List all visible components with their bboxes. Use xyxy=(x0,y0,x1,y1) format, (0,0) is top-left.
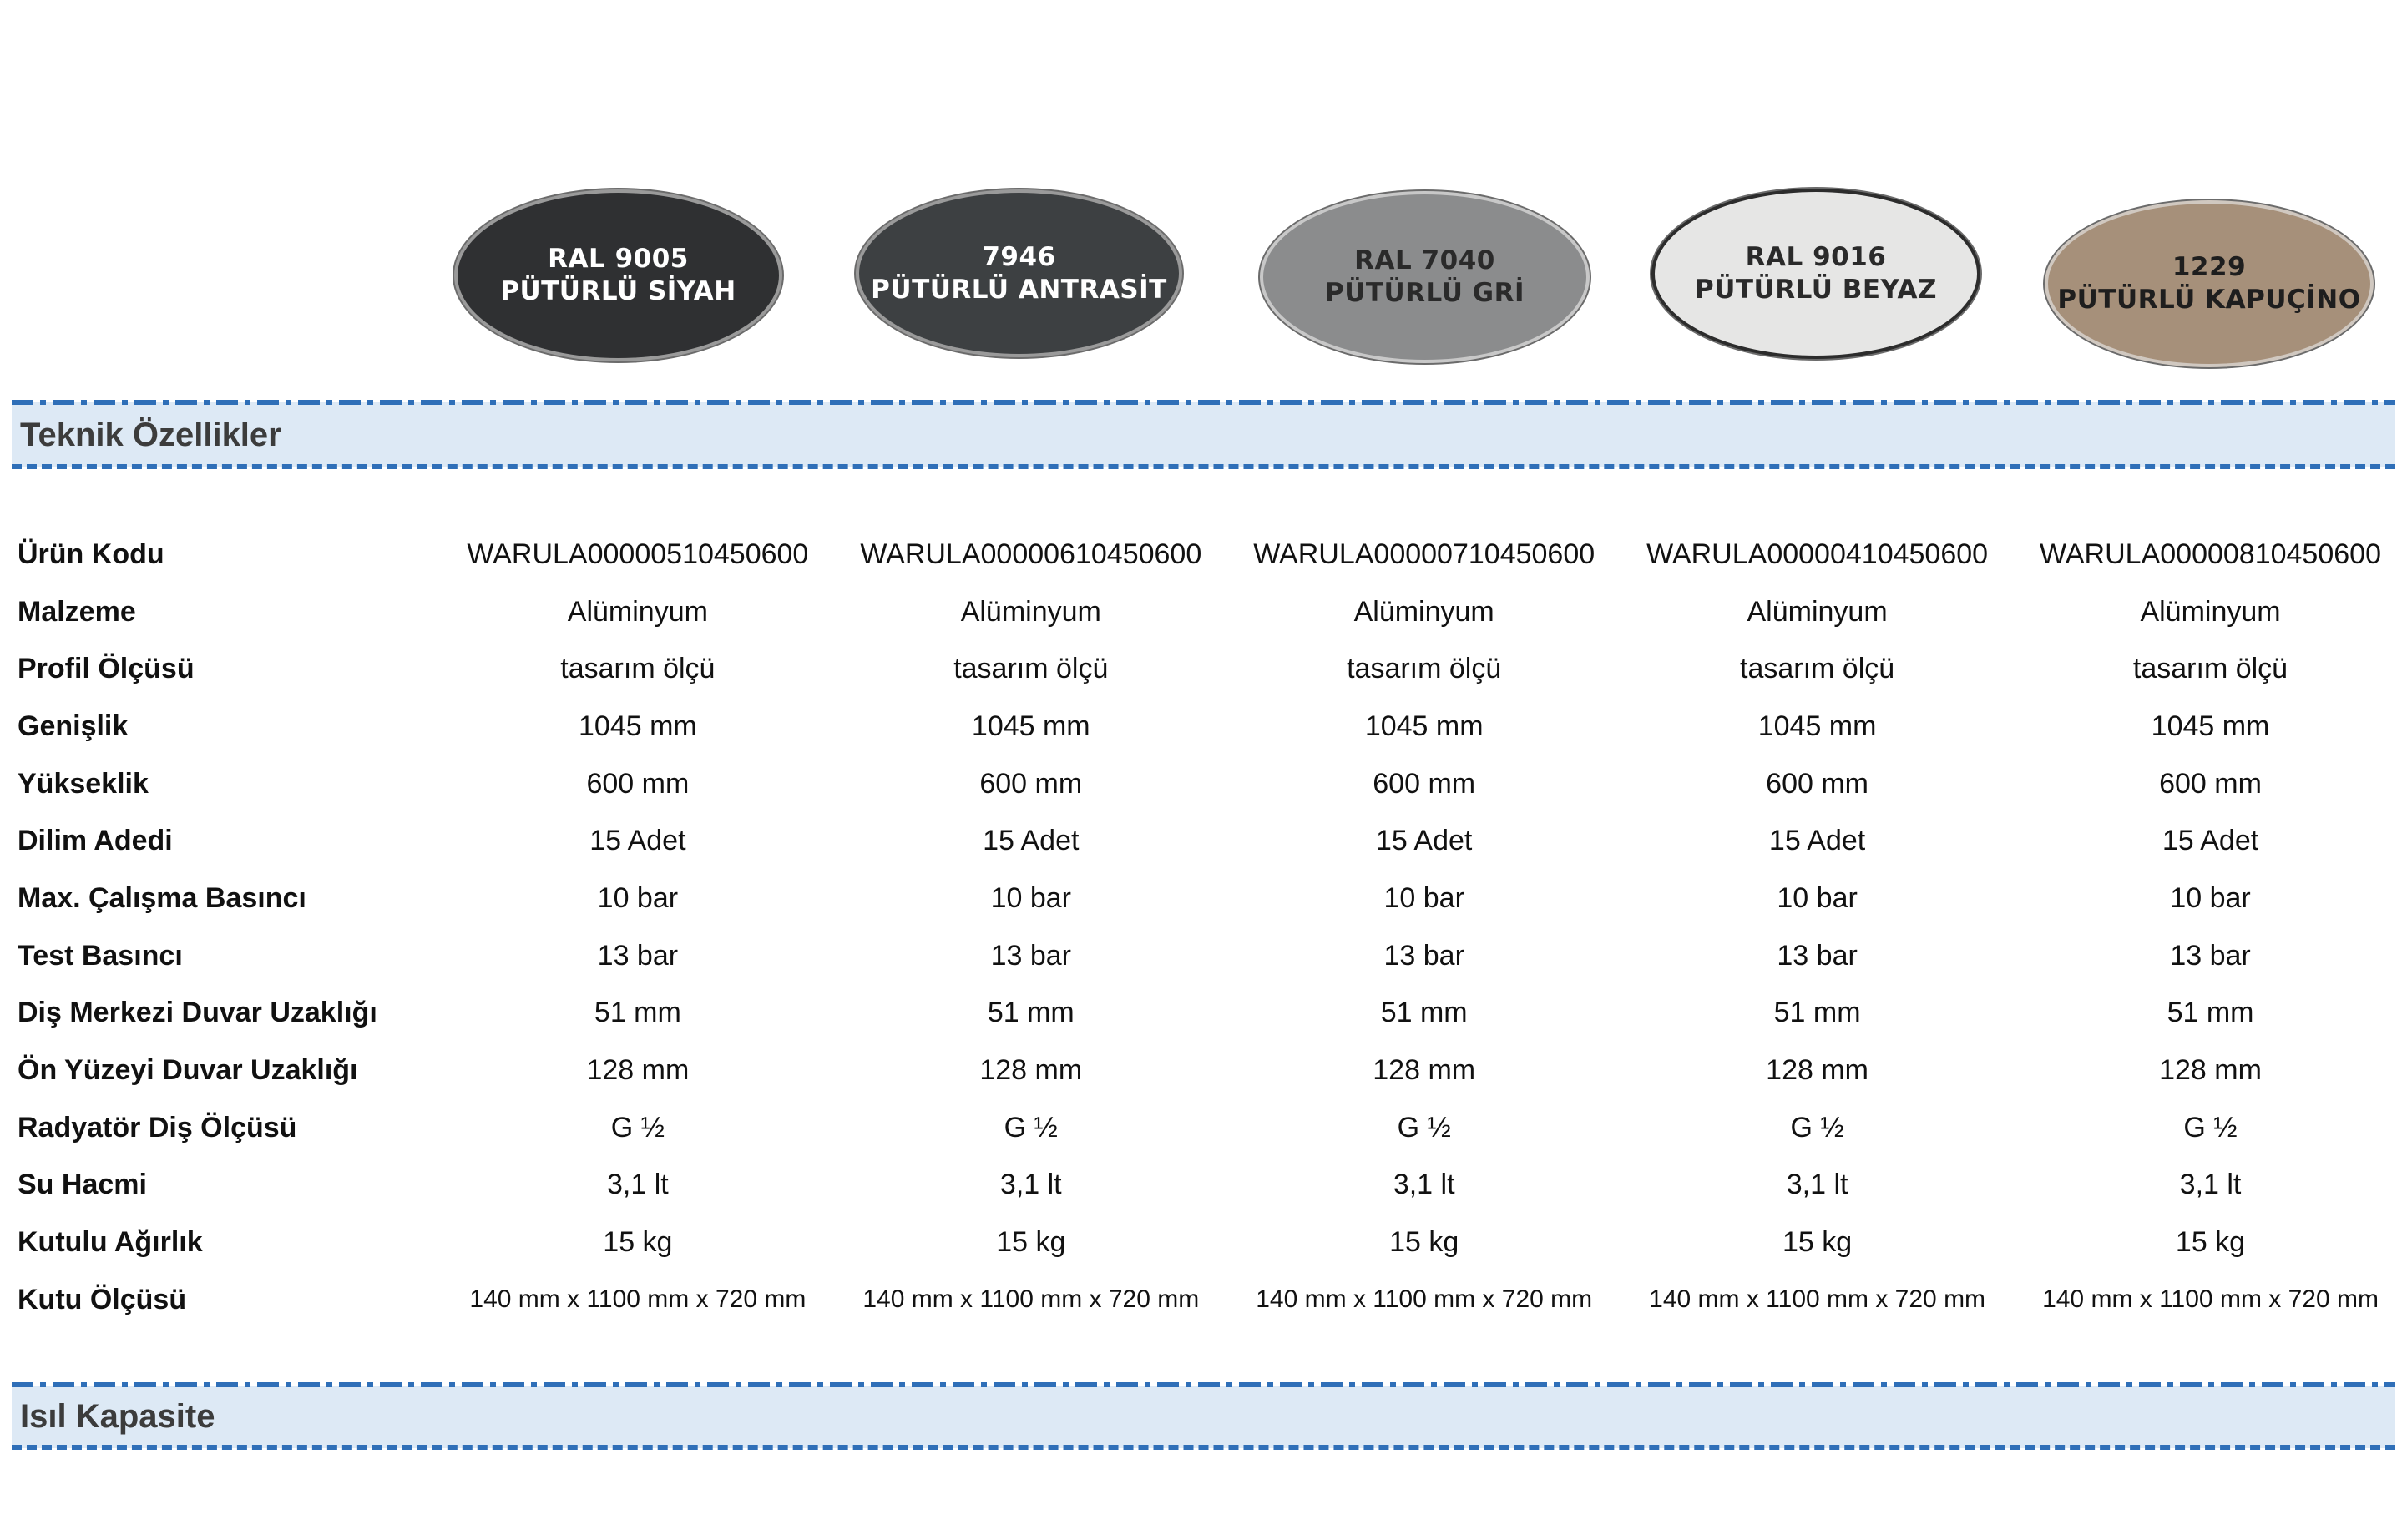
swatch-code: RAL 9016 xyxy=(1745,242,1887,272)
row-value: 600 mm xyxy=(586,767,690,800)
table-row xyxy=(12,755,2407,813)
row-label: Test Basıncı xyxy=(18,939,183,972)
row-value: 1045 mm xyxy=(1757,709,1877,742)
row-value: 600 mm xyxy=(979,767,1083,800)
row-value: 140 mm x 1100 mm x 720 mm xyxy=(1649,1285,1986,1314)
swatch-code: 7946 xyxy=(982,241,1056,272)
row-value: 3,1 lt xyxy=(2179,1169,2242,1201)
spec-table xyxy=(12,526,2407,1329)
section-title: Isıl Kapasite xyxy=(20,1398,215,1435)
row-value: 1045 mm xyxy=(1364,709,1484,742)
row-value: 128 mm xyxy=(1373,1054,1476,1087)
swatch-name: PÜTÜRLÜ KAPUÇİNO xyxy=(2057,285,2361,315)
table-row xyxy=(12,698,2407,755)
table-row xyxy=(12,526,2407,583)
row-label: Radyatör Diş Ölçüsü xyxy=(18,1111,297,1144)
row-value: 128 mm xyxy=(2159,1054,2262,1087)
row-value: 10 bar xyxy=(1777,881,1858,914)
table-row xyxy=(12,640,2407,698)
table-row xyxy=(12,1271,2407,1329)
row-value: 10 bar xyxy=(990,881,1071,914)
row-value: 600 mm xyxy=(1766,767,1868,800)
row-value: tasarım ölçü xyxy=(953,653,1109,685)
swatch-code: RAL 9005 xyxy=(548,244,689,274)
row-value: 10 bar xyxy=(597,881,679,914)
row-label: Dilim Adedi xyxy=(18,825,173,857)
row-value: tasarım ölçü xyxy=(1347,653,1502,685)
row-value: 3,1 lt xyxy=(999,1169,1062,1201)
row-value: Alüminyum xyxy=(567,595,708,628)
row-value: 15 Adet xyxy=(2162,825,2259,857)
row-value: 51 mm xyxy=(1380,997,1468,1029)
row-value: WARULA00000510450600 xyxy=(467,538,809,570)
row-value: 15 kg xyxy=(603,1226,673,1259)
section-header-technical xyxy=(12,402,2395,467)
table-row xyxy=(12,1157,2407,1214)
row-value: 140 mm x 1100 mm x 720 mm xyxy=(2042,1285,2379,1314)
row-value: 51 mm xyxy=(987,997,1075,1029)
row-value: 13 bar xyxy=(990,939,1071,972)
divider-top xyxy=(12,400,2395,405)
row-value: 128 mm xyxy=(586,1054,690,1087)
row-label: Kutulu Ağırlık xyxy=(18,1226,203,1259)
row-value: 3,1 lt xyxy=(1786,1169,1848,1201)
divider-bottom xyxy=(12,464,2395,469)
row-value: tasarım ölçü xyxy=(1740,653,1895,685)
swatch-code: RAL 7040 xyxy=(1354,245,1495,275)
row-value: 13 bar xyxy=(2170,939,2251,972)
row-label: Kutu Ölçüsü xyxy=(18,1283,187,1315)
section-header-thermal xyxy=(12,1386,2395,1448)
row-value: 10 bar xyxy=(2170,881,2251,914)
row-value: Alüminyum xyxy=(1353,595,1494,628)
swatch-name: PÜTÜRLÜ ANTRASİT xyxy=(871,274,1167,305)
row-value: 1045 mm xyxy=(971,709,1090,742)
row-value: G ½ xyxy=(1397,1111,1451,1144)
row-value: 51 mm xyxy=(1773,997,1861,1029)
row-value: 15 Adet xyxy=(1376,825,1473,857)
row-value: 600 mm xyxy=(2159,767,2262,800)
row-value: 600 mm xyxy=(1373,767,1476,800)
row-label: Yükseklik xyxy=(18,767,149,800)
row-value: 128 mm xyxy=(979,1054,1083,1087)
row-value: 140 mm x 1100 mm x 720 mm xyxy=(1256,1285,1593,1314)
color-swatch-cappuccino xyxy=(2045,200,2374,367)
divider-bottom xyxy=(12,1445,2395,1450)
row-label: Ön Yüzeyi Duvar Uzaklığı xyxy=(18,1054,358,1087)
table-row xyxy=(12,1042,2407,1099)
row-value: 3,1 lt xyxy=(1393,1169,1455,1201)
row-value: Alüminyum xyxy=(1747,595,1888,628)
row-value: WARULA00000710450600 xyxy=(1253,538,1595,570)
color-swatch-black xyxy=(454,189,782,361)
row-label: Max. Çalışma Basıncı xyxy=(18,881,306,914)
row-value: 1045 mm xyxy=(579,709,697,742)
row-value: 15 kg xyxy=(996,1226,1066,1259)
row-label: Diş Merkezi Duvar Uzaklığı xyxy=(18,997,377,1029)
row-value: 13 bar xyxy=(1777,939,1858,972)
row-label: Profil Ölçüsü xyxy=(18,653,195,685)
section-title: Teknik Özellikler xyxy=(20,417,281,453)
table-row xyxy=(12,870,2407,927)
row-value: 10 bar xyxy=(1383,881,1464,914)
row-label: Su Hacmi xyxy=(18,1169,147,1201)
row-value: G ½ xyxy=(1004,1111,1058,1144)
row-value: G ½ xyxy=(2183,1111,2238,1144)
table-row xyxy=(12,927,2407,985)
row-value: 3,1 lt xyxy=(607,1169,669,1201)
divider-top xyxy=(12,1382,2395,1387)
row-value: 1045 mm xyxy=(2151,709,2270,742)
table-row xyxy=(12,985,2407,1043)
swatch-name: PÜTÜRLÜ SİYAH xyxy=(500,276,736,306)
row-value: 15 kg xyxy=(1782,1226,1853,1259)
row-value: WARULA00000610450600 xyxy=(860,538,1202,570)
row-value: 15 Adet xyxy=(983,825,1080,857)
row-value: WARULA00000810450600 xyxy=(2040,538,2381,570)
row-label: Ürün Kodu xyxy=(18,538,164,570)
row-value: tasarım ölçü xyxy=(2132,653,2288,685)
row-value: G ½ xyxy=(1790,1111,1844,1144)
row-value: Alüminyum xyxy=(960,595,1101,628)
table-row xyxy=(12,1099,2407,1157)
row-value: tasarım ölçü xyxy=(560,653,716,685)
color-swatch-white xyxy=(1651,189,1980,359)
row-value: 128 mm xyxy=(1766,1054,1868,1087)
row-value: 13 bar xyxy=(1383,939,1464,972)
swatch-name: PÜTÜRLÜ GRİ xyxy=(1324,278,1525,308)
swatch-code: 1229 xyxy=(2172,252,2247,282)
row-value: 140 mm x 1100 mm x 720 mm xyxy=(862,1285,1200,1314)
color-swatch-grey xyxy=(1260,191,1590,363)
row-value: WARULA00000410450600 xyxy=(1646,538,1989,570)
table-row xyxy=(12,583,2407,641)
row-value: 140 mm x 1100 mm x 720 mm xyxy=(469,1285,807,1314)
row-label: Malzeme xyxy=(18,595,136,628)
row-value: 51 mm xyxy=(594,997,681,1029)
row-value: G ½ xyxy=(610,1111,665,1144)
swatch-name: PÜTÜRLÜ BEYAZ xyxy=(1695,275,1937,305)
row-value: 51 mm xyxy=(2167,997,2254,1029)
row-value: 15 kg xyxy=(2175,1226,2246,1259)
color-swatch-anthracite xyxy=(856,189,1182,357)
table-row xyxy=(12,812,2407,870)
row-label: Genişlik xyxy=(18,709,129,742)
row-value: 15 kg xyxy=(1389,1226,1459,1259)
row-value: 15 Adet xyxy=(589,825,686,857)
row-value: Alüminyum xyxy=(2140,595,2281,628)
row-value: 13 bar xyxy=(597,939,679,972)
row-value: 15 Adet xyxy=(1768,825,1866,857)
table-row xyxy=(12,1214,2407,1271)
